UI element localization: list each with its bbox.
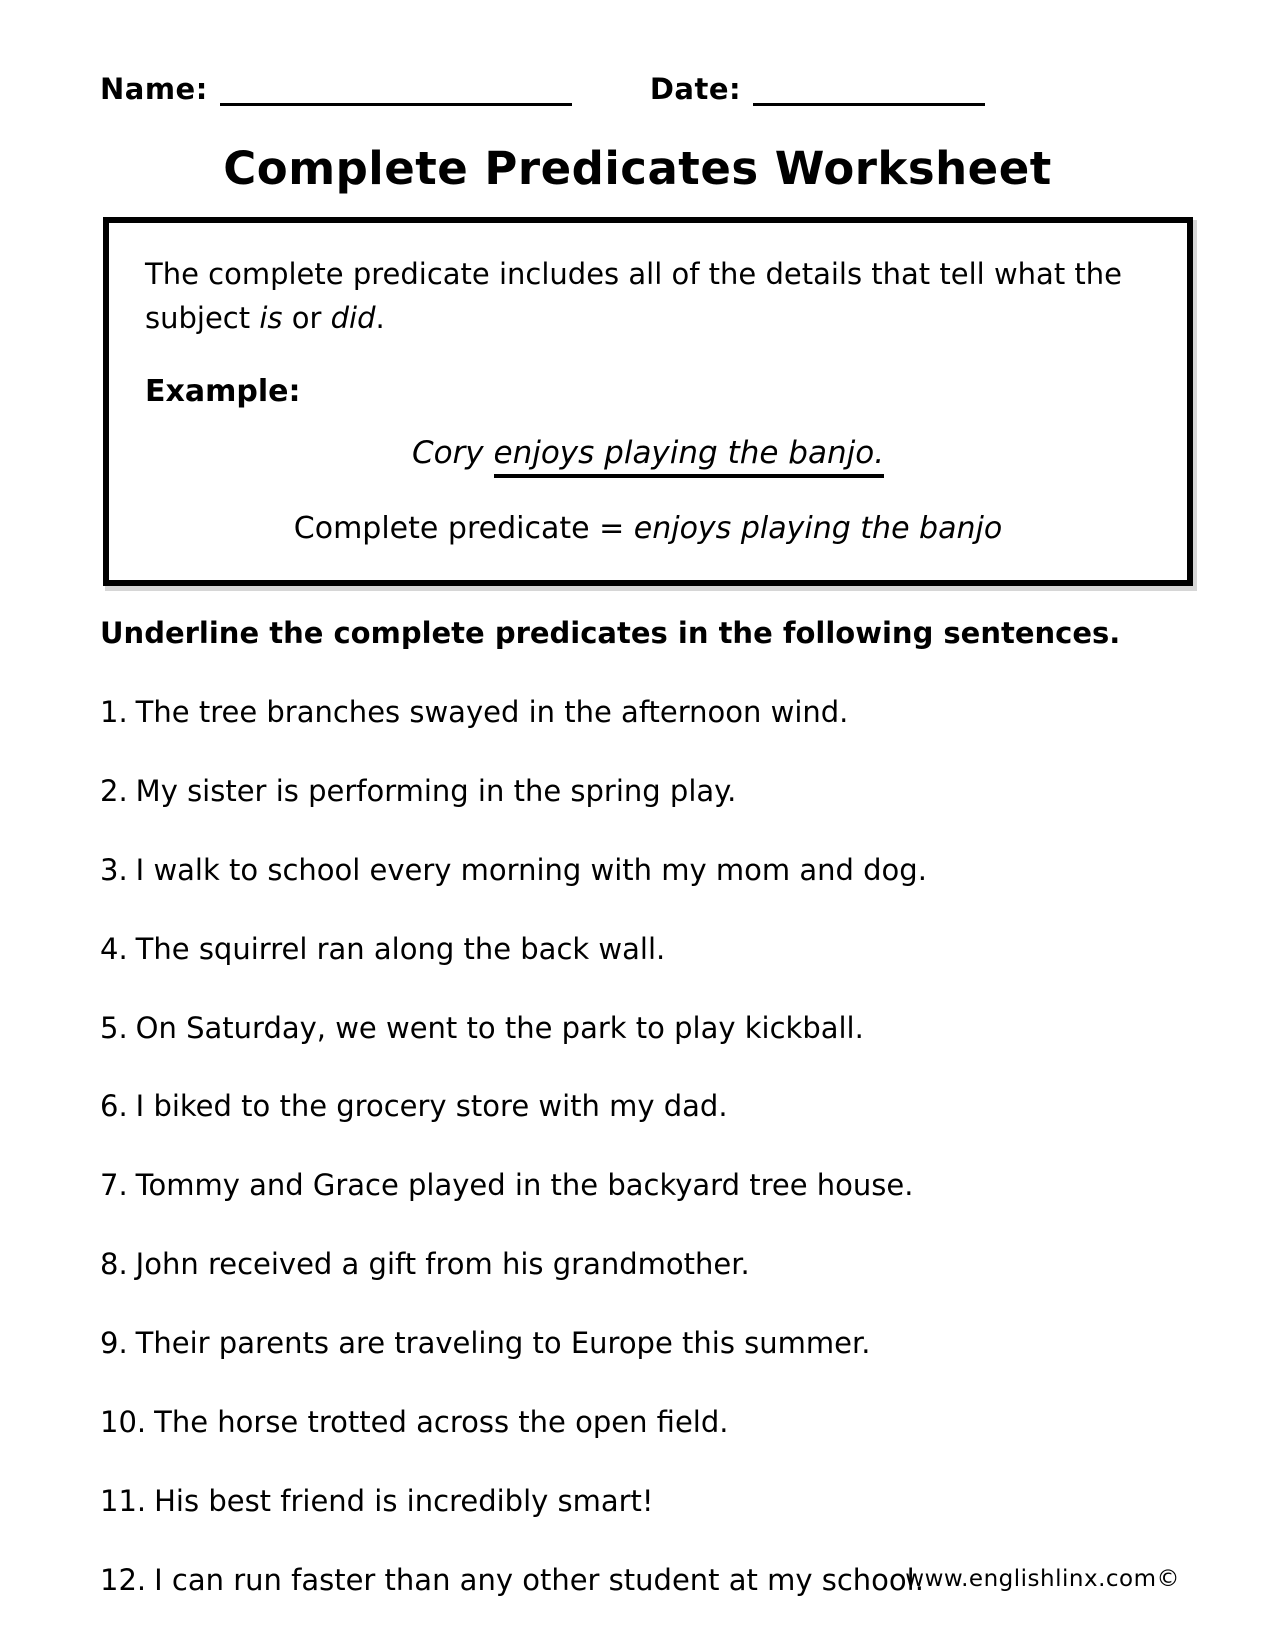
definition-part2: or	[282, 300, 331, 335]
sentence-item-8	[100, 1249, 1185, 1281]
sentence-number: 1.	[100, 695, 128, 729]
sentence-text: My sister is performing in the spring play.	[135, 773, 737, 808]
definition-text	[145, 253, 1151, 340]
sentence-number: 5.	[100, 1010, 128, 1045]
sentence-number: 6.	[100, 1089, 128, 1124]
sentence-text: On Saturday, we went to the park to play kickball.	[135, 1010, 864, 1045]
sentence-text: The tree branches swayed in the afternoon wind.	[135, 695, 849, 729]
sentence-number: 3.	[100, 852, 128, 887]
sentence-text: John received a gift from his grandmother.	[135, 1247, 750, 1282]
sentence-text: The horse trotted across the open field.	[154, 1405, 729, 1440]
sentence-item-1	[100, 697, 1185, 729]
definition-box	[103, 217, 1193, 586]
date-blank-line	[753, 72, 985, 106]
definition-did-word: did	[330, 300, 376, 335]
example-sentence	[145, 435, 1151, 471]
sentence-text: I biked to the grocery store with my dad.	[135, 1089, 728, 1124]
definition-is-word: is	[259, 300, 283, 335]
sentence-list	[100, 697, 1185, 1597]
date-label: Date:	[649, 72, 742, 106]
website-credit: www.englishlinx.com©	[905, 1566, 1180, 1592]
name-blank-line	[220, 72, 572, 106]
example-label: Example:	[145, 374, 301, 409]
sentence-item-5	[100, 1010, 1185, 1045]
sentence-text: Their parents are traveling to Europe this summer.	[135, 1326, 871, 1361]
sentence-item-2	[100, 773, 1185, 808]
sentence-text: I can run faster than any other student at my school.	[154, 1562, 924, 1597]
example-subject: Cory	[411, 435, 494, 471]
instruction-text: Underline the complete predicates in the following sentences.	[100, 616, 1121, 650]
sentence-item-6	[100, 1091, 1185, 1123]
sentence-item-11	[100, 1483, 1185, 1518]
name-label: Name:	[100, 72, 208, 106]
sentence-item-10	[100, 1407, 1185, 1439]
sentence-text: Tommy and Grace played in the backyard tree house.	[135, 1168, 914, 1203]
sentence-item-4	[100, 931, 1185, 966]
sentence-item-3	[100, 852, 1185, 887]
sentence-text: I walk to school every morning with my mom and dog.	[135, 852, 927, 887]
example-underlined-predicate: enjoys playing the banjo.	[494, 435, 885, 478]
header-row	[0, 0, 1275, 106]
sentence-number: 11.	[100, 1483, 147, 1518]
sentence-item-9	[100, 1328, 1185, 1360]
definition-part3: .	[375, 300, 385, 335]
sentence-number: 12.	[100, 1562, 147, 1597]
sentence-number: 7.	[100, 1168, 128, 1203]
sentence-number: 8.	[100, 1247, 128, 1282]
sentence-number: 10.	[100, 1405, 147, 1440]
sentence-number: 4.	[100, 931, 128, 966]
sentence-number: 9.	[100, 1326, 128, 1361]
example-answer-predicate: enjoys playing the banjo	[633, 511, 1003, 546]
definition-part1: The complete predicate includes all of the details that tell what the subject	[145, 257, 1122, 335]
sentence-item-7	[100, 1170, 1185, 1202]
sentence-text: The squirrel ran along the back wall.	[135, 931, 666, 966]
example-answer-prefix: Complete predicate =	[293, 511, 634, 546]
example-answer	[145, 511, 1151, 546]
page-title: Complete Predicates Worksheet	[223, 142, 1052, 195]
sentence-number: 2.	[100, 773, 128, 808]
sentence-text: His best friend is incredibly smart!	[154, 1483, 654, 1518]
